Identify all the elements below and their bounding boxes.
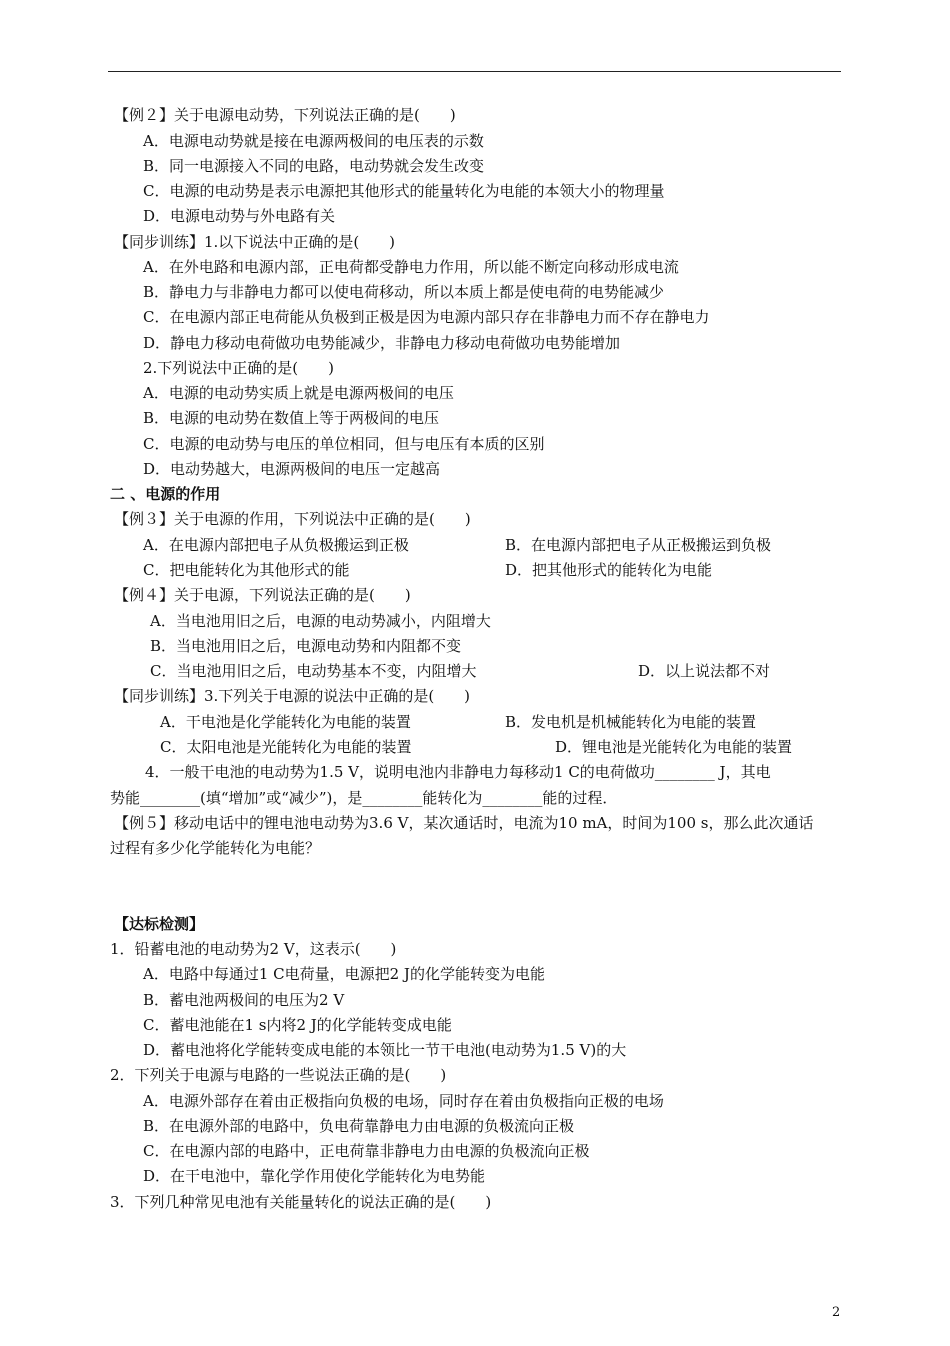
text-line: B．蓄电池两极间的电压为2 V [143,991,345,1009]
text-line: B．电源的电动势在数值上等于两极间的电压 [143,409,440,427]
text-line: 4．一般干电池的电动势为1.5 V，说明电池内非静电力每移动1 C的电荷做功________ J，其电 [145,763,771,781]
text-line: C．把电能转化为其他形式的能 [143,561,350,579]
text-line: 【例２】关于电源电动势，下列说法正确的是( ) [114,106,456,124]
text-line: D．以上说法都不对 [638,662,771,680]
text-line: D．把其他形式的能转化为电能 [505,561,713,579]
text-line: 【同步训练】3.下列关于电源的说法中正确的是( ) [114,687,471,705]
text-line: D．电源电动势与外电路有关 [143,207,336,225]
text-line: 【同步训练】1.以下说法中正确的是( ) [114,233,396,251]
text-line: B．当电池用旧之后，电源电动势和内阻都不变 [150,637,462,655]
text-line: B．发电机是机械能转化为电能的装置 [505,713,757,731]
text-line: A．在外电路和电源内部，正电荷都受静电力作用，所以能不断定向移动形成电流 [143,258,679,276]
text-line: A．电路中每通过1 C电荷量，电源把2 J的化学能转变为电能 [143,965,545,983]
text-line: C．太阳电池是光能转化为电能的装置 [160,738,412,756]
text-line: C．电源的电动势是表示电源把其他形式的能量转化为电能的本领大小的物理量 [143,182,665,200]
text-line: D．在干电池中，靠化学作用使化学能转化为电势能 [143,1167,486,1185]
text-line: 过程有多少化学能转化为电能？ [110,839,321,857]
text-line: 1．铅蓄电池的电动势为2 V，这表示( ) [110,940,397,958]
text-line: A．电源电动势就是接在电源两极间的电压表的示数 [143,132,484,150]
page-number: 2 [832,1305,841,1320]
text-line: A．在电源内部把电子从负极搬运到正极 [143,536,409,554]
text-line: B．静电力与非静电力都可以使电荷移动，所以本质上都是使电荷的电势能减少 [143,283,665,301]
text-line: A．电源的电动势实质上就是电源两极间的电压 [143,384,454,402]
text-line: A．当电池用旧之后，电源的电动势减小，内阻增大 [150,612,491,630]
text-line: C．电源的电动势与电压的单位相同，但与电压有本质的区别 [143,435,545,453]
text-line: 【例５】移动电话中的锂电池电动势为3.6 V，某次通话时，电流为10 mA，时间为100 s，那么此次通话 [114,814,814,832]
text-line: D．蓄电池将化学能转变成电能的本领比一节干电池(电动势为1.5 V)的大 [143,1041,627,1059]
text-line: B．在电源内部把电子从正极搬运到负极 [505,536,772,554]
text-line: 【例４】关于电源，下列说法正确的是( ) [114,586,411,604]
text-line: C．当电池用旧之后，电动势基本不变，内阻增大 [150,662,477,680]
text-line: D．静电力移动电荷做功电势能减少，非静电力移动电荷做功电势能增加 [143,334,621,352]
text-line: 3．下列几种常见电池有关能量转化的说法正确的是( ) [110,1193,492,1211]
text-line: C．蓄电池能在1 s内将2 J的化学能转变成电能 [143,1016,452,1034]
text-line: A．干电池是化学能转化为电能的装置 [160,713,411,731]
text-line: 势能________(填“增加”或“减少”)，是________能转化为________能的过程． [110,789,618,807]
text-line: B．在电源外部的电路中，负电荷靠静电力由电源的负极流向正极 [143,1117,575,1135]
text-line: B．同一电源接入不同的电路，电动势就会发生改变 [143,157,485,175]
section-heading: 【达标检测】 [114,915,205,933]
text-line: A．电源外部存在着由正极指向负极的电场，同时存在着由负极指向正极的电场 [143,1092,664,1110]
text-line: C．在电源内部的电路中，正电荷靠非静电力由电源的负极流向正极 [143,1142,590,1160]
text-line: 2.下列说法中正确的是( ) [143,359,335,377]
text-line: C．在电源内部正电荷能从负极到正极是因为电源内部只存在非静电力而不存在静电力 [143,308,710,326]
section-heading: 二 、电源的作用 [110,485,221,503]
text-line: 【例３】关于电源的作用，下列说法中正确的是( ) [114,510,471,528]
text-line: D．电动势越大，电源两极间的电压一定越高 [143,460,441,478]
text-line: D．锂电池是光能转化为电能的装置 [555,738,793,756]
text-line: 2．下列关于电源与电路的一些说法正确的是( ) [110,1066,447,1084]
